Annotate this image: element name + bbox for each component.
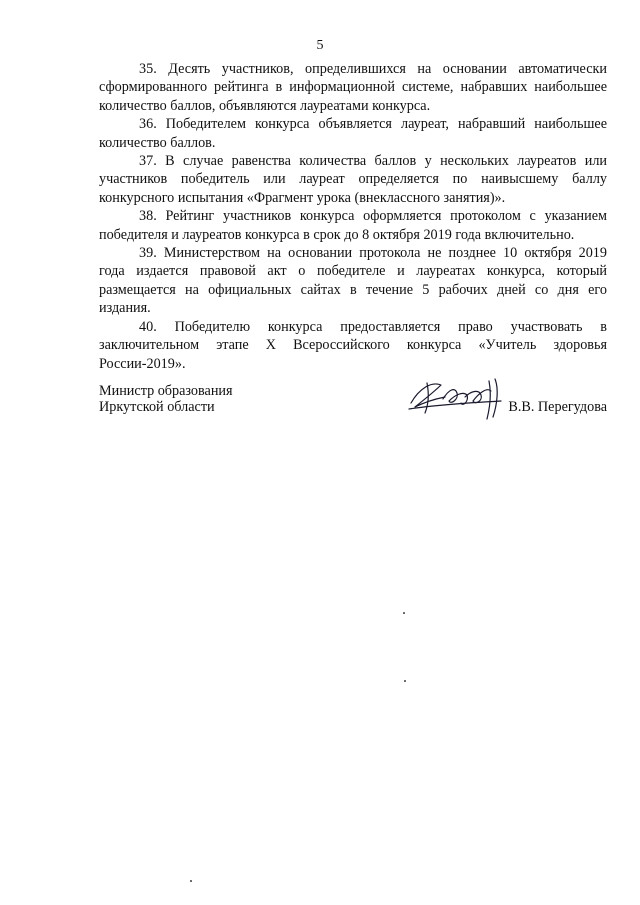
signatory-name: В.В. Перегудова xyxy=(508,399,607,415)
scan-speck xyxy=(404,680,406,682)
paragraph-40: 40. Победителю конкурса предоставляется право участвовать в заключительном этапе X Всероссийского конкурса «Учитель здоровья России-2019». xyxy=(99,318,607,372)
signatory-title xyxy=(99,383,233,415)
paragraph-39: 39. Министерством на основании протокола не позднее 10 октября 2019 года издается правовой акт о победителе и лауреатах конкурса, который размещается на официальных сайтах в течение 5 рабочих дней со дня его издания. xyxy=(99,245,607,317)
signatory-title-line-1: Министр образования xyxy=(99,383,233,399)
signature-block xyxy=(99,383,607,443)
handwritten-signature-icon xyxy=(405,373,515,421)
scan-speck xyxy=(190,880,192,882)
page-number: 5 xyxy=(316,38,324,53)
paragraph-38: 38. Рейтинг участников конкурса оформляется протоколом с указанием победителя и лауреатов конкурса в срок до 8 октября 2019 года включительно. xyxy=(99,208,607,243)
document-body xyxy=(99,60,607,373)
paragraph-37: 37. В случае равенства количества баллов у нескольких лауреатов или участников победитель или лауреат определяется по наивысшему баллу конкурсного испытания «Фрагмент урока (внеклассного занятия)». xyxy=(99,153,607,206)
paragraph-35: 35. Десять участников, определившихся на основании автоматически сформированного рейтинга в информационной системе, набравших наибольшее количество баллов, объявляются лауреатами конкурса. xyxy=(99,61,607,114)
paragraph-36: 36. Победителем конкурса объявляется лауреат, набравший наибольшее количество баллов. xyxy=(99,116,607,151)
signatory-title-line-2: Иркутской области xyxy=(99,399,215,415)
scan-speck xyxy=(403,612,405,614)
